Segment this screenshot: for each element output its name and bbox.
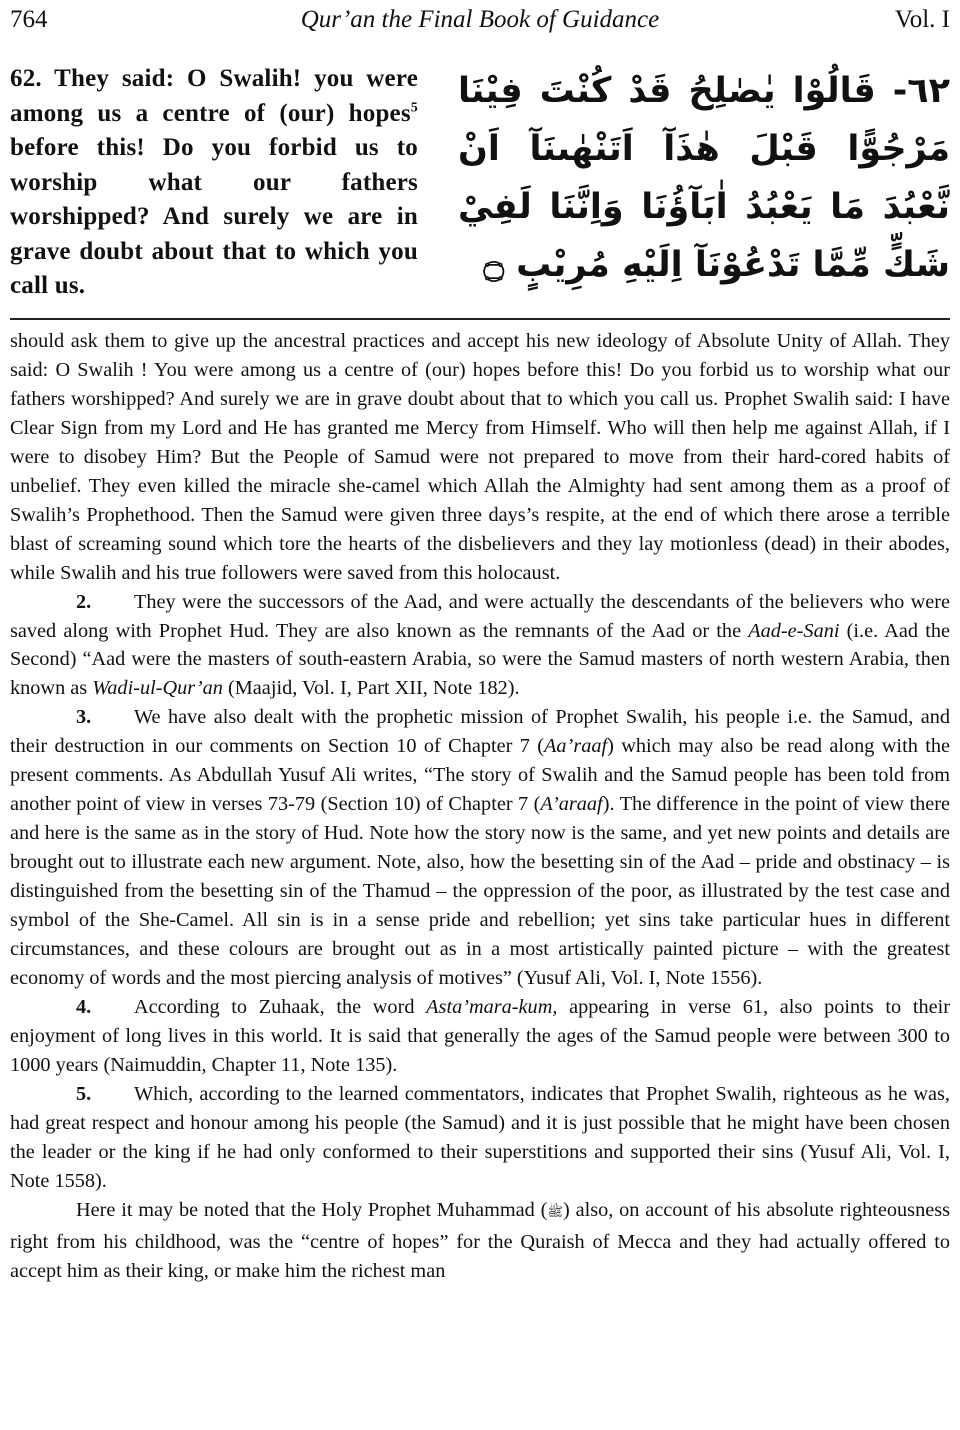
- page-header: [10, 4, 950, 40]
- note-number: 5.: [76, 1082, 92, 1105]
- section-divider: [10, 318, 950, 320]
- page-number: 764: [10, 6, 48, 33]
- note-number: 4.: [76, 995, 92, 1018]
- note-4: 4. According to Zuhaak, the word Asta’mara-kum, appearing in verse 61, also points to their enjoyment of long lives in this world. It is said that generally the ages of the Samud people were between 300 to 1000 years (Naimuddin, Chapter 11, Note 135).: [10, 993, 950, 1080]
- verse-text-part-2: before this! Do you forbid us to worship what our fathers worshipped? And surely we are in grave doubt about that to which you call us.: [10, 134, 418, 299]
- footnote-ref: 5: [410, 100, 418, 116]
- commentary: [10, 327, 950, 1285]
- note-5: 5. Which, according to the learned commentators, indicates that Prophet Swalih, righteous as he was, had great respect and honour among his people (the Samud) and it is just possible that he might have been chosen the leader or the king if he had only conformed to their superstitions and supported their sins (Yusuf Ali, Vol. I, Note 1558).: [10, 1080, 950, 1196]
- note-number: 2.: [76, 590, 92, 613]
- note-3: 3. We have also dealt with the prophetic mission of Prophet Swalih, his people i.e. the Samud, and their destruction in our comments on Section 10 of Chapter 7 (Aa’raaf) which may also be read along with the present comments. As Abdullah Yusuf Ali writes, “The story of Swalih and the Samud people has been told from another point of view in verses 73-79 (Section 10) of Chapter 7 (A’araaf). The difference in the point of view there and here is the same as in the story of Hud. Note how the story now is the same, and yet new points and details are brought out to illustrate each new argument. Note, also, how the besetting sin of the Aad – pride and obstinacy – is distinguished from the besetting sin of the Thamud – the oppression of the poor, as illustrated by the test case and symbol of the She-Camel. All sin is in a sense pride and rebellion; yet sins take particular hues in different circumstances, and these colours are brought out as in a most artistically painted picture – with the greatest economy of words and the most piercing analysis of motives” (Yusuf Ali, Vol. I, Note 1556).: [10, 703, 950, 993]
- verse-text-part-1: They said: O Swalih! you were among us a centre of (our) hopes: [10, 65, 418, 127]
- verse-translation: [10, 62, 418, 304]
- salutation-symbol: ﷺ: [547, 1204, 564, 1220]
- closing-paragraph: Here it may be noted that the Holy Prophet Muhammad (ﷺ) also, on account of his absolute righteousness right from his childhood, was the “centre of hopes” for the Quraish of Mecca and they had actually offered to accept him as their king, or make him the richest man: [10, 1198, 950, 1282]
- running-title: Qur’an the Final Book of Guidance: [300, 6, 660, 33]
- intro-paragraph: should ask them to give up the ancestral practices and accept his new ideology of Absolute Unity of Allah. They said: O Swalih ! You were among us a centre of (our) hopes before this! Do you forbid us to worship what our fathers worshipped? And surely we are in grave doubt about that to which you call us. Prophet Swalih said: I have Clear Sign from my Lord and He has granted me Mercy from Himself. Who will then help me against Allah, if I were to disobey Him? But the People of Samud were not prepared to move from their hard-cored habits of unbelief. They even killed the miracle she-camel which Allah the Almighty had sent among them as a proof of Swalih’s Prophethood. Then the Samud were given three days’s respite, at the end of which there arose a terrible blast of screaming sound which tore the hearts of the disbelievers and they lay motionless (dead) in their abodes, while Swalih and his true followers were saved from this holocaust.: [10, 330, 950, 584]
- verse-arabic: ٦٢- قَالُوْا يٰصٰلِحُ قَدْ كُنْتَ فِيْنَا مَرْجُوًّا قَبْلَ هٰذَآ اَتَنْهٰىنَآ اَنْ نَّعْبُدَ مَا يَعْبُدُ اٰبَآؤُنَا وَاِنَّنَا لَفِيْ شَكٍّ مِّمَّا تَدْعُوْنَآ اِلَيْهِ مُرِيْبٍ ۝: [458, 71, 950, 285]
- verse-block: [10, 62, 950, 302]
- note-number: 3.: [76, 706, 92, 729]
- volume-label: Vol. I: [894, 6, 950, 33]
- verse-number: 62.: [10, 65, 42, 92]
- note-2: 2. They were the successors of the Aad, and were actually the descendants of the believers who were saved along with Prophet Hud. They are also known as the remnants of the Aad or the Aad-e-Sani (i.e. Aad the Second) “Aad were the masters of south-eastern Arabia, so were the Samud masters of north western Arabia, then known as Wadi-ul-Qur’an (Maajid, Vol. I, Part XII, Note 182).: [10, 588, 950, 704]
